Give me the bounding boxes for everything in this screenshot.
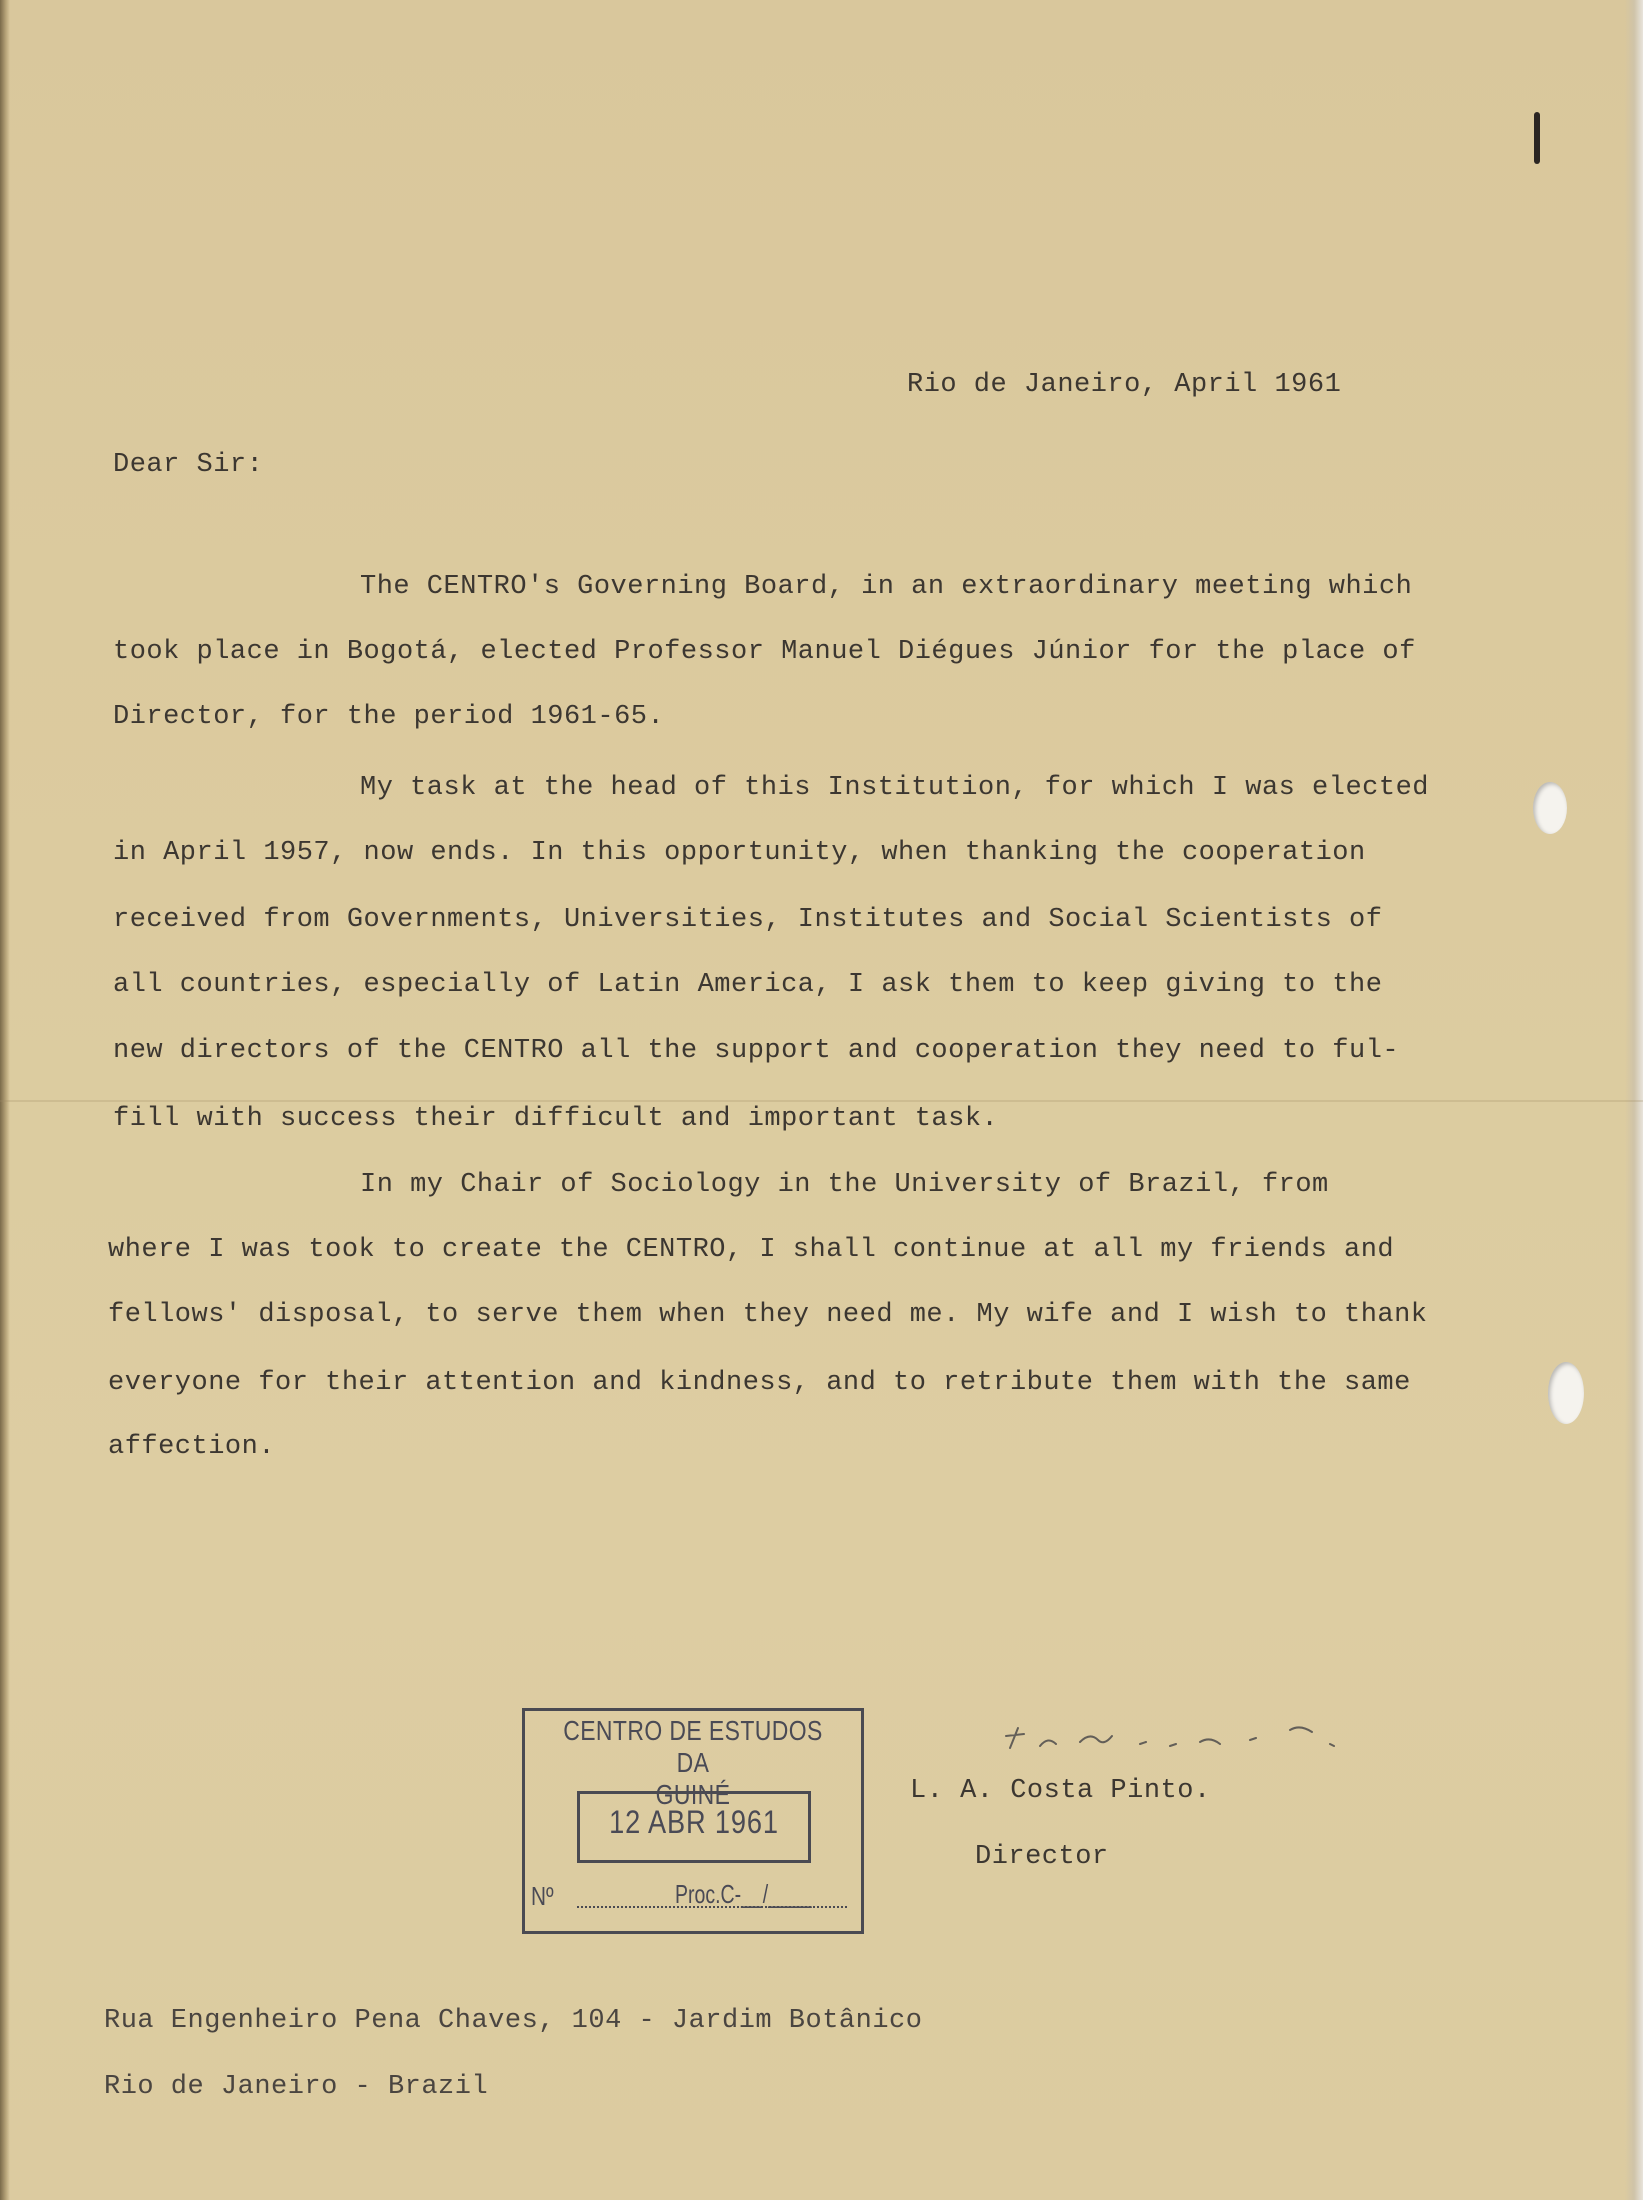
stamp-date-box	[577, 1791, 811, 1863]
address-line-1: Rua Engenheiro Pena Chaves, 104 - Jardim Botânico	[104, 2006, 923, 2036]
punch-hole-upper	[1533, 782, 1567, 834]
paragraph-1-line-2: took place in Bogotá, elected Professor Manuel Diégues Júnior for the place of	[113, 637, 1416, 667]
paragraph-3-line-2: where I was took to create the CENTRO, I shall continue at all my friends and	[108, 1235, 1395, 1265]
receipt-stamp	[522, 1708, 864, 1934]
handwritten-signature	[1000, 1706, 1360, 1766]
signatory-name: L. A. Costa Pinto.	[910, 1776, 1211, 1806]
stamp-date: 12 ABR 1961	[609, 1804, 779, 1840]
paragraph-2-line-3: received from Governments, Universities, Institutes and Social Scientists of	[113, 905, 1383, 935]
paper-fold-line	[0, 1100, 1643, 1102]
stamp-number-label: Nº	[531, 1881, 554, 1911]
letter-date: Rio de Janeiro, April 1961	[907, 370, 1342, 400]
paragraph-3-line-5: affection.	[108, 1432, 276, 1462]
signatory-title: Director	[975, 1842, 1109, 1872]
paragraph-3-line-1: In my Chair of Sociology in the University of Brazil, from	[360, 1170, 1329, 1200]
stamp-line-2: GUINÉ	[655, 1779, 731, 1810]
paragraph-2-line-1: My task at the head of this Institution, for which I was elected	[360, 773, 1429, 803]
paragraph-2-line-5: new directors of the CENTRO all the support and cooperation they need to ful-	[113, 1036, 1400, 1066]
stamp-line-1: CENTRO DE ESTUDOS DA	[563, 1715, 823, 1778]
address-line-2: Rio de Janeiro - Brazil	[104, 2072, 489, 2102]
paragraph-1-line-3: Director, for the period 1961-65.	[113, 702, 665, 732]
stamp-proc-label: Proc.C-__/____	[675, 1879, 812, 1909]
paragraph-2-line-2: in April 1957, now ends. In this opportunity, when thanking the cooperation	[113, 838, 1366, 868]
stamp-dotted-line	[577, 1906, 847, 1908]
paragraph-1-line-1: The CENTRO's Governing Board, in an extraordinary meeting which	[360, 572, 1413, 602]
letter-salutation: Dear Sir:	[113, 450, 264, 480]
punch-hole-lower	[1548, 1362, 1584, 1424]
paragraph-2-line-6: fill with success their difficult and important task.	[113, 1104, 999, 1134]
paragraph-3-line-4: everyone for their attention and kindness, and to retribute them with the same	[108, 1368, 1411, 1398]
paragraph-2-line-4: all countries, especially of Latin America, I ask them to keep giving to the	[113, 970, 1383, 1000]
paragraph-3-line-3: fellows' disposal, to serve them when they need me. My wife and I wish to thank	[108, 1300, 1428, 1330]
ink-mark	[1534, 112, 1540, 164]
